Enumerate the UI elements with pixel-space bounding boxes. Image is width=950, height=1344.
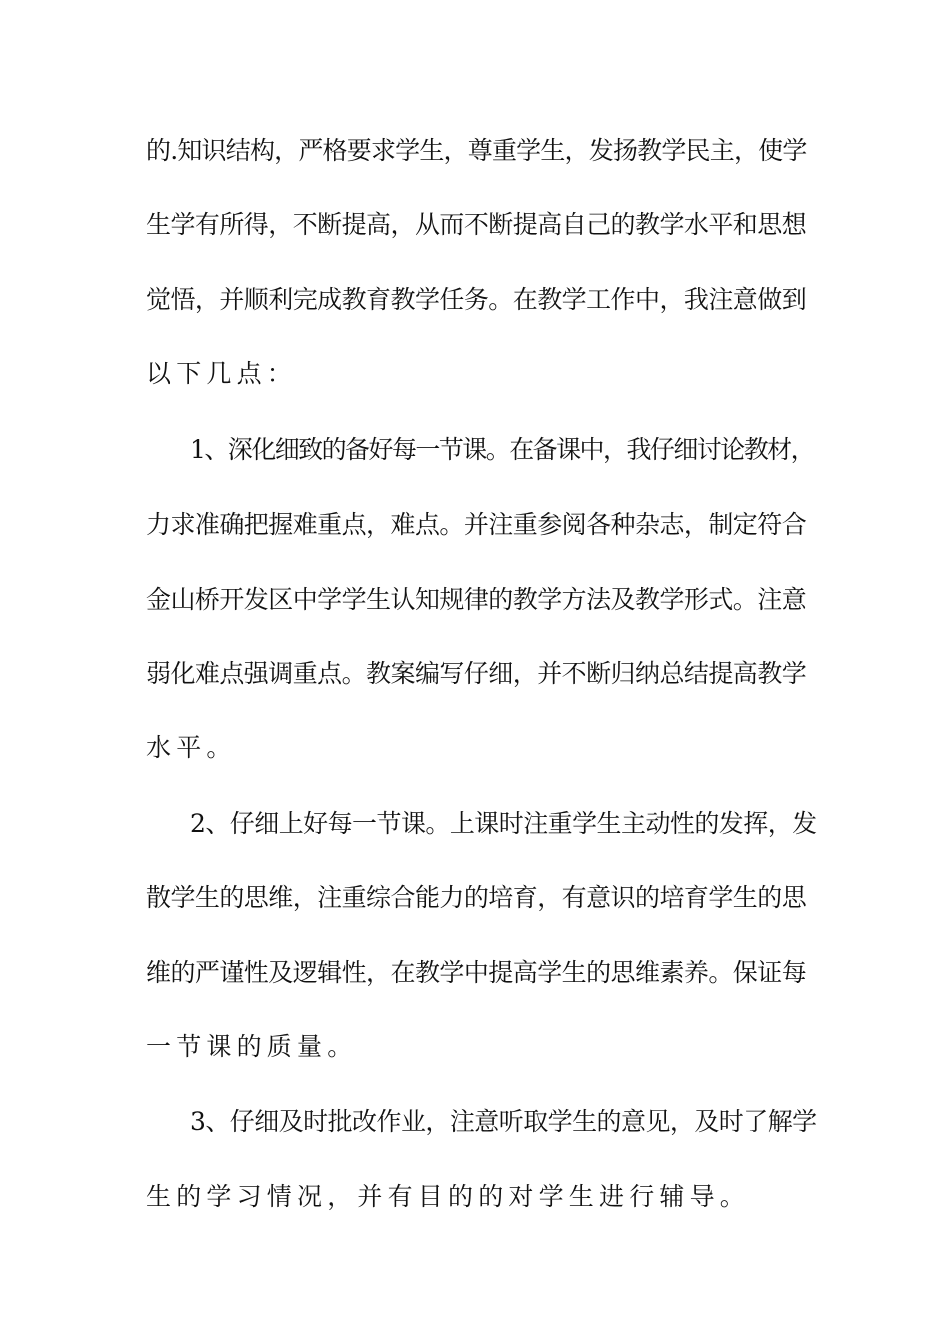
text-line: 金山桥开发区中学学生认知规律的教学方法及教学形式。注意 — [146, 585, 807, 614]
text-line: 水平。 — [146, 733, 237, 762]
text-line: 力求准确把握难重点，难点。并注重参阅各种杂志，制定符合 — [146, 510, 807, 539]
text-line: 散学生的思维，注重综合能力的培育，有意识的培育学生的思 — [146, 883, 807, 912]
text-line: 的.知识结构，严格要求学生，尊重学生，发扬教学民主，使学 — [146, 136, 807, 165]
text-line: 一节课的质量。 — [146, 1032, 358, 1061]
text-line: 1、深化细致的备好每一节课。在备课中，我仔细讨论教材， — [190, 435, 815, 464]
text-line: 生的学习情况，并有目的的对学生进行辅导。 — [146, 1182, 751, 1211]
text-line: 2、仔细上好每一节课。上课时注重学生主动性的发挥，发 — [190, 809, 817, 838]
text-line: 弱化难点强调重点。教案编写仔细，并不断归纳总结提高教学 — [146, 659, 807, 688]
text-line: 以下几点： — [146, 359, 298, 388]
text-line: 维的严谨性及逻辑性，在教学中提高学生的思维素养。保证每 — [146, 958, 807, 987]
text-line: 觉悟，并顺利完成教育教学任务。在教学工作中，我注意做到 — [146, 285, 807, 314]
text-line: 生学有所得，不断提高，从而不断提高自己的教学水平和思想 — [146, 210, 807, 239]
text-line: 3、仔细及时批改作业，注意听取学生的意见，及时了解学 — [190, 1107, 817, 1136]
